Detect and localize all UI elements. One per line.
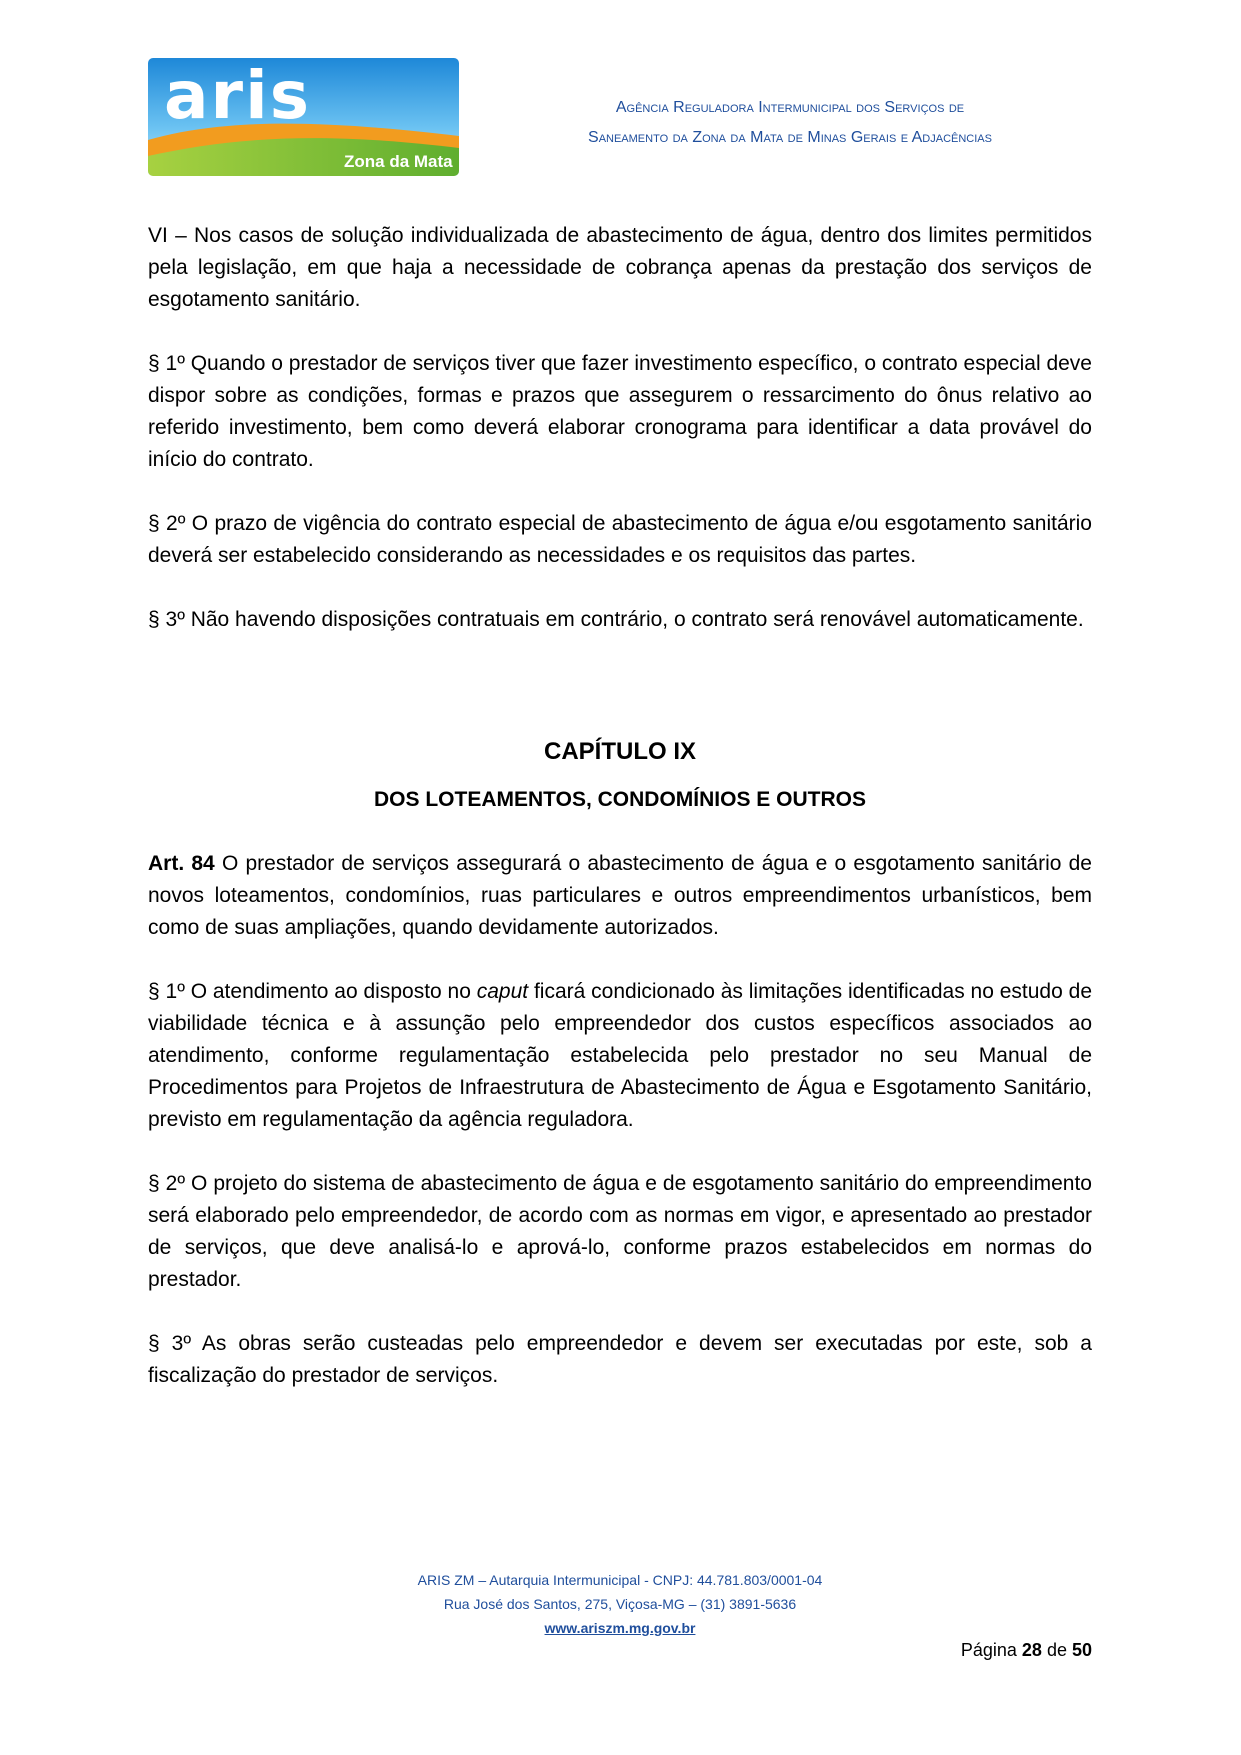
page-footer [148, 1568, 1092, 1640]
agency-name [480, 93, 1100, 153]
paragraph-art84-par2: § 2º O projeto do sistema de abastecimento de água e de esgotamento sanitário do empreendimento será elaborado pelo empreendedor, de acordo com as normas em vigor, e apresentado ao prestador de serviços, que deve analisá-lo e aprová-lo, conforme prazos estabelecidos em normas do prestador. [148, 1172, 1092, 1291]
paragraph-par3: § 3º Não havendo disposições contratuais em contrário, o contrato será renovável automaticamente. [148, 608, 1084, 631]
page-number [961, 1638, 1092, 1662]
footer-address: Rua José dos Santos, 275, Viçosa-MG – (31) 3891-5636 [443, 1596, 797, 1612]
paragraph-art84-par3: § 3º As obras serão custeadas pelo empreendedor e devem ser executadas por este, sob a fiscalização do prestador de serviços. [148, 1332, 1092, 1387]
par1-text-a: § 1º O atendimento ao disposto no [148, 980, 477, 1003]
aris-logo [148, 58, 459, 176]
paragraph-par1: § 1º Quando o prestador de serviços tiver que fazer investimento específico, o contrato especial deve dispor sobre as condições, formas e prazos que assegurem o ressarcimento do ônus relativo ao referido investimento, bem como deverá elaborar cronograma para identificar a data provável do início do contrato. [148, 352, 1092, 471]
paragraph-art84 [148, 848, 1092, 944]
article-label: Art. 84 [148, 852, 215, 875]
paragraph-par2: § 2º O prazo de vigência do contrato especial de abastecimento de água e/ou esgotamento sanitário deverá ser estabelecido considerando as necessidades e os requisitos das partes. [148, 512, 1092, 567]
footer-cnpj: ARIS ZM – Autarquia Intermunicipal - CNPJ: 44.781.803/0001-04 [417, 1572, 823, 1588]
chapter-subtitle: DOS LOTEAMENTOS, CONDOMÍNIOS E OUTROS [374, 788, 866, 811]
caput-term: caput [476, 980, 529, 1003]
page-current: 28 [1021, 1640, 1042, 1660]
logo-subtitle: Zona da Mata [344, 152, 453, 171]
article-text: O prestador de serviços assegurará o abastecimento de água e o esgotamento sanitário de novos loteamentos, condomínios, ruas particulares e outros empreendimentos urbanísticos, bem como de suas ampliações, quando devidamente autorizados. [148, 852, 1092, 939]
logo-wordmark: aris [164, 58, 311, 134]
par1-text-b: ficará condicionado às limitações identificadas no estudo de viabilidade técnica e à assunção pelo empreendedor dos custos específicos associados ao atendimento, conforme regulamentação estabelecida pelo prestador no seu Manual de Procedimentos para Projetos de Infraestrutura de Abastecimento de Água e Esgotamento Sanitário, previsto em regulamentação da agência reguladora. [148, 980, 1092, 1131]
page-total: 50 [1071, 1640, 1092, 1660]
footer-website-link[interactable]: www.ariszm.mg.gov.br [544, 1620, 696, 1636]
document-body [148, 220, 1092, 1392]
agency-name-line2: Saneamento da Zona da Mata de Minas Gerais e Adjacências [588, 129, 992, 146]
page-label: Página [960, 1640, 1022, 1660]
chapter-title: CAPÍTULO IX [543, 738, 696, 765]
paragraph-inciso-vi: VI – Nos casos de solução individualizada de abastecimento de água, dentro dos limites permitidos pela legislação, em que haja a necessidade de cobrança apenas da prestação dos serviços de esgotamento sanitário. [148, 224, 1092, 311]
agency-name-line1: Agência Reguladora Intermunicipal dos Serviços de [615, 99, 965, 116]
page-of: de [1041, 1640, 1072, 1660]
paragraph-art84-par1 [148, 976, 1092, 1136]
